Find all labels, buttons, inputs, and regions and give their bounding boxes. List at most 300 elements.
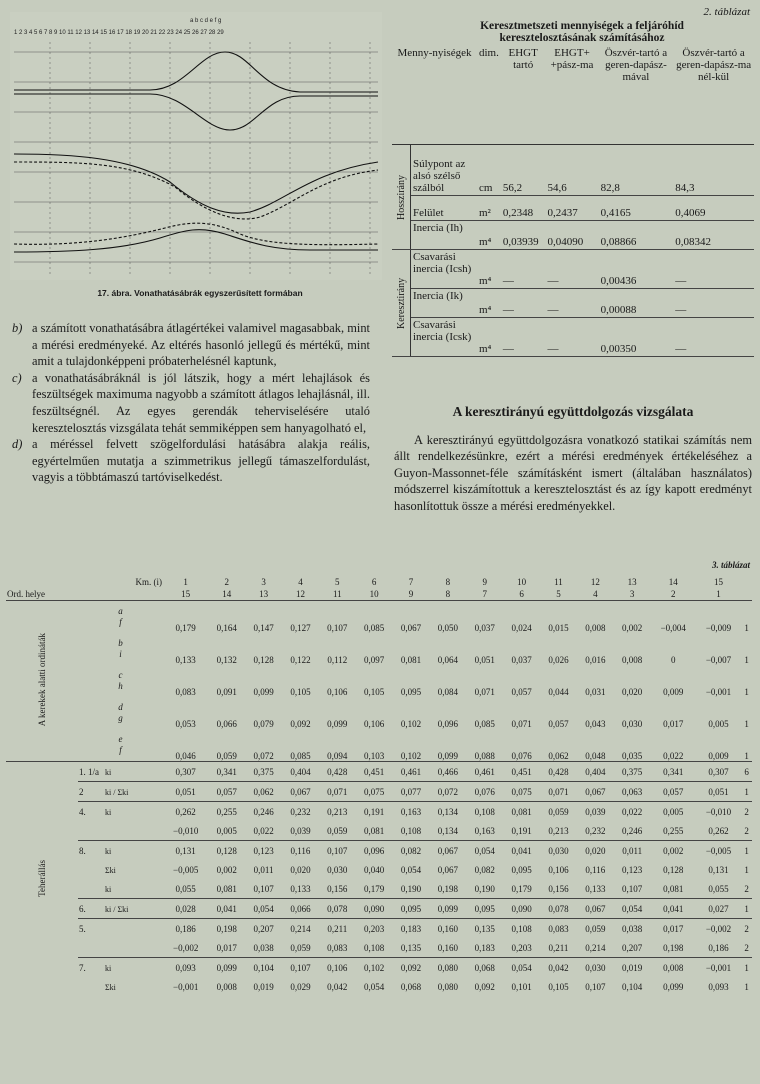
table3-cell: 0,029 xyxy=(290,981,311,992)
table2-cell: — xyxy=(501,318,546,357)
list-label: c) xyxy=(12,370,22,385)
table3-cell: 0,134 xyxy=(437,825,458,836)
table3-cell: 0,093 xyxy=(163,958,208,978)
table3-cell: 0,051 xyxy=(696,782,741,802)
table3-section-b-label: Teherállás xyxy=(37,859,47,897)
table3-cell: −0,004 xyxy=(651,601,696,634)
table2-cell: 56,2 xyxy=(501,145,546,196)
table3-index: 10 xyxy=(517,577,527,587)
table3-cell: 0,059 xyxy=(327,825,348,836)
table3-cell: −0,002 xyxy=(173,942,199,953)
table3-cell: 0,179 xyxy=(163,601,208,634)
table3-index: 7 xyxy=(408,577,414,587)
table3-cell: 0,099 xyxy=(663,981,684,992)
table3-label: 3. táblázat xyxy=(711,560,750,570)
table3-cell: 0,179 xyxy=(364,883,385,894)
table3-index: 9 xyxy=(482,577,487,587)
table3-cell: 0,066 xyxy=(282,899,319,919)
table3-cell: 0,108 xyxy=(400,825,422,836)
table3-cell: 0,091 xyxy=(216,687,237,697)
table-row xyxy=(6,729,752,762)
ord-letter-top: c xyxy=(118,670,123,680)
table3-cell: 0,102 xyxy=(400,751,422,761)
table3-cell: 0,107 xyxy=(622,883,643,894)
table3-load-label xyxy=(78,879,163,899)
table2-cell: 0,03939 xyxy=(501,221,546,250)
table3-cell: 0,106 xyxy=(327,687,348,697)
table3-cell: 0,160 xyxy=(437,942,458,953)
table3-cell: 0,190 xyxy=(400,883,422,894)
table3-cell: 0,083 xyxy=(327,942,348,953)
table3-index: 3 xyxy=(629,589,635,599)
list-item xyxy=(12,370,370,436)
table2-cell: cm xyxy=(477,145,501,196)
table3-cell: 0,020 xyxy=(622,687,643,697)
table3-cell: 0,062 xyxy=(245,782,282,802)
table3-cell: 0,051 xyxy=(474,655,495,665)
table2-cell: 0,2348 xyxy=(501,196,546,221)
table3-cell: 0,094 xyxy=(327,751,348,761)
table3-cell: 0,133 xyxy=(175,655,196,665)
load-position: 7. xyxy=(79,962,86,973)
table3-cell: 0,128 xyxy=(253,655,274,665)
table3-index: 15 xyxy=(714,577,723,587)
table3-cell: 0,123 xyxy=(245,841,282,861)
table3-cell: 0,054 xyxy=(466,841,503,861)
table3-cell: 0,057 xyxy=(511,687,532,697)
table2-cell: — xyxy=(673,289,754,318)
table3-cell: 0,105 xyxy=(548,981,569,992)
ord-letter-top: b xyxy=(118,638,123,648)
table3-cell: 0,054 xyxy=(400,864,422,875)
table3-index: 11 xyxy=(554,577,563,587)
table3-cell: −0,009 xyxy=(696,601,741,634)
table3-cell: 0,071 xyxy=(474,687,495,697)
table3-cell: 0,005 xyxy=(216,825,237,836)
table3-index: 14 xyxy=(222,589,232,599)
table3-cell: −0,001 xyxy=(173,981,199,992)
table3-index: 6 xyxy=(371,577,377,587)
table3-cell: −0,001 xyxy=(696,958,741,978)
table3-cell: 0,341 xyxy=(208,762,245,782)
table3-cell: 0,020 xyxy=(577,841,614,861)
table3-cell: 0,009 xyxy=(708,751,729,761)
table3-cell: 0,307 xyxy=(163,762,208,782)
table-row xyxy=(6,633,752,665)
table3-cell: 0,099 xyxy=(253,687,274,697)
table3-cell: 0,051 xyxy=(163,782,208,802)
table3-cell: 0,020 xyxy=(290,864,311,875)
table3-cell: 0,035 xyxy=(622,751,643,761)
table3-cell: 0,050 xyxy=(429,601,466,634)
table3-cell: 0,232 xyxy=(585,825,606,836)
ord-letter-bottom: f xyxy=(119,617,122,627)
table3-cell: 0,008 xyxy=(622,655,643,665)
table3-index: 4 xyxy=(593,589,598,599)
table2-row-name: Súlypont az alsó szélső szálból xyxy=(411,145,478,196)
table3-cell: 0,307 xyxy=(696,762,741,782)
table3-cell: 0,064 xyxy=(437,655,458,665)
table3-cell: 0,081 xyxy=(216,883,237,894)
table2-cell: 0,00088 xyxy=(599,289,674,318)
table3-cell: 0,107 xyxy=(282,958,319,978)
table3-load-label xyxy=(78,762,163,782)
table3-cell: 0,067 xyxy=(577,899,614,919)
table3-cell: 0,133 xyxy=(585,883,606,894)
table3-ord-letter xyxy=(78,633,163,665)
table-row xyxy=(6,601,752,634)
table2-row-name: Felület xyxy=(411,196,478,221)
table3-cell: 0,147 xyxy=(245,601,282,634)
table3-cell: 0,082 xyxy=(474,864,495,875)
table3-cell: 0,246 xyxy=(245,802,282,822)
list-label: d) xyxy=(12,437,23,452)
table3-cell: 0,008 xyxy=(651,958,696,978)
table3-index: 1 xyxy=(716,589,721,599)
table3-load-label xyxy=(78,958,163,978)
table3-cell: 0,067 xyxy=(577,782,614,802)
table3-cell: 0,092 xyxy=(474,981,495,992)
table3-load-label xyxy=(78,938,163,958)
table3-cell: 0,106 xyxy=(364,719,385,729)
table2-group: Keresztirány xyxy=(392,250,411,357)
table3-index: 10 xyxy=(369,589,379,599)
table3-cell: 0,104 xyxy=(245,958,282,978)
table3-cell: 0,156 xyxy=(327,883,348,894)
table-row xyxy=(6,762,752,782)
table3-cell: 0,039 xyxy=(290,825,311,836)
table3-cell: 0,108 xyxy=(503,919,540,939)
table3-cell: 0,059 xyxy=(577,919,614,939)
table3-cell: −0,002 xyxy=(696,919,741,939)
table3-cell: 0,105 xyxy=(364,687,385,697)
table3-cell: 0,451 xyxy=(356,762,393,782)
table3-spacer xyxy=(6,576,78,588)
table2-cell: — xyxy=(501,250,546,289)
table3-cell: 0,107 xyxy=(319,841,356,861)
table2-cell: — xyxy=(673,250,754,289)
table3-cell: 0,081 xyxy=(503,802,540,822)
table3-cell: 0,097 xyxy=(364,655,385,665)
figure-caption: 17. ábra. Vonathatásábrák egyszerűsített formában xyxy=(97,288,303,298)
table3-end: 2 xyxy=(744,883,749,894)
table3-cell: 0,211 xyxy=(548,942,569,953)
table3-ord-letter xyxy=(78,601,163,634)
table3-cell: 0,017 xyxy=(663,719,684,729)
table3-cell: 0,099 xyxy=(437,751,458,761)
table3-cell: 0,102 xyxy=(356,958,393,978)
table-row xyxy=(6,821,752,841)
load-quantity: ki xyxy=(105,807,112,817)
ord-letter-top: a xyxy=(118,606,123,616)
table3-spacer xyxy=(78,588,163,601)
table3-cell: 0,075 xyxy=(356,782,393,802)
load-quantity: ki xyxy=(105,767,112,777)
table3-index: 4 xyxy=(298,577,303,587)
table3-cell: 0,019 xyxy=(614,958,651,978)
table3-cell: 0,059 xyxy=(216,751,237,761)
load-position: 6. xyxy=(79,903,86,914)
table3-spacer xyxy=(741,588,752,601)
table3-cell: 0,042 xyxy=(540,958,577,978)
table3-cell: 0,133 xyxy=(290,883,311,894)
table2-row-name: Inercia (Ik) xyxy=(411,289,478,318)
table3-index: 2 xyxy=(670,589,676,599)
table3-end: 6 xyxy=(741,762,752,782)
table3-end: 1 xyxy=(741,601,752,634)
table3-cell: 0,002 xyxy=(651,841,696,861)
table3-cell: 0,262 xyxy=(163,802,208,822)
table3-cell: 0,106 xyxy=(548,864,569,875)
table3-index: 12 xyxy=(295,589,305,599)
table3-cell: 0,048 xyxy=(585,751,606,761)
table2-cell: 84,3 xyxy=(673,145,754,196)
table2-header: dim. xyxy=(477,46,501,145)
table3-cell: 0,179 xyxy=(511,883,532,894)
table3-cell: 0,083 xyxy=(540,919,577,939)
table2-cell: m⁴ xyxy=(477,221,501,250)
table3-km-label: Km. (i) xyxy=(135,577,163,587)
ord-letter-bottom: h xyxy=(118,681,123,691)
table3-cell: 0,099 xyxy=(327,719,348,729)
table3-cell: 0,211 xyxy=(319,919,356,939)
table3-cell: 0,076 xyxy=(466,782,503,802)
table3-cell: −0,005 xyxy=(696,841,741,861)
table3-cell: −0,001 xyxy=(705,687,732,697)
table3-cell: 0,072 xyxy=(253,751,274,761)
table3-cell: 0,057 xyxy=(208,782,245,802)
table2-title-line2: keresztelosztásának számításához xyxy=(499,32,665,44)
table3-cell: 0,112 xyxy=(327,655,348,665)
table3-cell: 0,122 xyxy=(290,655,311,665)
table2-cell: 0,00436 xyxy=(599,250,674,289)
table3-cell: 0,160 xyxy=(429,919,466,939)
table3-cell: 0,246 xyxy=(622,825,643,836)
table3-cell: 0,461 xyxy=(466,762,503,782)
table3-end: 1 xyxy=(744,687,749,697)
table2-title xyxy=(412,20,752,44)
table3-index: 3 xyxy=(261,577,266,587)
table3-cell: −0,010 xyxy=(696,802,741,822)
table3-index: 8 xyxy=(445,577,451,587)
ord-letter-top: d xyxy=(118,702,123,712)
table-row xyxy=(6,958,752,978)
table3-cell: 0,057 xyxy=(548,719,569,729)
table3-cell: 0,191 xyxy=(356,802,393,822)
table3-cell: 0,404 xyxy=(577,762,614,782)
table2-cell: 0,08866 xyxy=(599,221,674,250)
load-quantity: ki / Σki xyxy=(105,787,129,797)
table3-cell: 0,041 xyxy=(651,899,696,919)
table3-cell: 0,055 xyxy=(708,883,729,894)
table3-cell: 0,186 xyxy=(163,919,208,939)
load-quantity: ki xyxy=(105,884,112,894)
table3-cell: 0,123 xyxy=(622,864,643,875)
table3-end: 1 xyxy=(744,751,749,761)
table3-cell: 0,053 xyxy=(175,719,196,729)
table3-cell: 0,203 xyxy=(511,942,532,953)
table3-cell: 0,127 xyxy=(282,601,319,634)
table3-end: 1 xyxy=(741,782,752,802)
table-row xyxy=(6,919,752,939)
table3-cell: 0,135 xyxy=(400,942,422,953)
table3-cell: 0,095 xyxy=(393,899,430,919)
table3-end: 1 xyxy=(744,655,749,665)
table3-cell: 0,019 xyxy=(253,981,274,992)
table2-row-name: Csavarási inercia (Icsk) xyxy=(411,318,478,357)
table3-cell: 0,039 xyxy=(577,802,614,822)
table2-cell: — xyxy=(545,289,598,318)
table3-cell: −0,010 xyxy=(173,825,199,836)
table3-cell: 0,084 xyxy=(437,687,458,697)
table3-cell: 0,092 xyxy=(290,719,311,729)
table2-cell: m⁴ xyxy=(477,289,501,318)
table3-cell: 0,255 xyxy=(208,802,245,822)
table2-title-line1: Keresztmetszeti mennyiségek a feljáróhíd xyxy=(480,20,684,32)
table3-end: 2 xyxy=(741,919,752,939)
table3-ord-label: Ord. helye xyxy=(7,589,45,599)
table3-cell: 0,375 xyxy=(245,762,282,782)
table-row xyxy=(6,665,752,697)
table3-cell: 0,005 xyxy=(708,719,729,729)
table3-cell: 0,132 xyxy=(216,655,237,665)
table3-cell: 0,081 xyxy=(663,883,684,894)
table3-cell: 0,404 xyxy=(282,762,319,782)
table3-section-a-label: A kerekek alatti ordináták xyxy=(37,633,47,727)
table2-cell: — xyxy=(545,318,598,357)
table3-index: 6 xyxy=(519,589,524,599)
table3-cell: 0,072 xyxy=(429,782,466,802)
table3-cell: 0,232 xyxy=(282,802,319,822)
table2-header: EHGT tartó xyxy=(501,46,546,145)
table3-cell: 0,080 xyxy=(437,981,458,992)
table-row xyxy=(6,879,752,899)
table3-index: 14 xyxy=(668,577,678,587)
table3-cell: 0,375 xyxy=(614,762,651,782)
table3-cell: 0,071 xyxy=(540,782,577,802)
table3-cell: 0,135 xyxy=(466,919,503,939)
table3-cell: 0,107 xyxy=(319,601,356,634)
table3-cell: 0,041 xyxy=(208,899,245,919)
table3-cell: 0,428 xyxy=(319,762,356,782)
table3-cell: 0,198 xyxy=(437,883,458,894)
table2-cell: 0,4165 xyxy=(599,196,674,221)
table3-cell: 0,183 xyxy=(393,919,430,939)
table3-cell: −0,005 xyxy=(173,864,199,875)
table3-cell: 0,090 xyxy=(503,899,540,919)
table3-cell: 0,105 xyxy=(290,687,311,697)
table3-index: 15 xyxy=(181,589,191,599)
table3-cell: 0,041 xyxy=(503,841,540,861)
table3-cell: 0,031 xyxy=(585,687,606,697)
table3-cell: 0,080 xyxy=(429,958,466,978)
table3-cell: 0,095 xyxy=(511,864,532,875)
table3-index: 8 xyxy=(445,589,451,599)
table3-cell: 0,022 xyxy=(614,802,651,822)
list-text: a számított vonathatásábra átlagértékei valamivel magasabbak, mint a mérési eredményeké. Az eltérés hasonló jellegű és mértékű, mint amit a tulajdonképpeni próbaterhelésnél kaptunk, xyxy=(32,321,370,369)
list-label: b) xyxy=(12,321,23,335)
table3-cell: 0,198 xyxy=(208,919,245,939)
table3-cell: 0,262 xyxy=(708,825,729,836)
table2-label: 2. táblázat xyxy=(703,6,750,18)
table3-load-label xyxy=(78,821,163,841)
ord-letter-bottom: g xyxy=(118,713,123,723)
table3-cell: 0,088 xyxy=(474,751,495,761)
influence-line-figure xyxy=(10,12,382,280)
table3-index: 12 xyxy=(590,577,600,587)
table2-header: Menny-nyiségek xyxy=(392,46,477,145)
table3-end: 2 xyxy=(741,802,752,822)
table2-row-name: Csavarási inercia (Icsh) xyxy=(411,250,478,289)
left-list xyxy=(12,320,370,486)
table-row xyxy=(6,697,752,729)
table3-cell: 0,030 xyxy=(622,719,643,729)
table3-cell: 0,131 xyxy=(708,864,729,875)
load-quantity: ki xyxy=(105,963,112,973)
table3-cell: 0,002 xyxy=(614,601,651,634)
table2-cell: 0,08342 xyxy=(673,221,754,250)
table3-cell: 0,207 xyxy=(622,942,643,953)
table3-index: 11 xyxy=(332,589,342,599)
table3-cell: 0,063 xyxy=(614,782,651,802)
table2-cell: — xyxy=(545,250,598,289)
table3-cell: 0,066 xyxy=(216,719,237,729)
table3-cell: 0,081 xyxy=(400,655,422,665)
table3-cell: 0,116 xyxy=(282,841,319,861)
table3-ord-letter xyxy=(78,697,163,729)
table3-end: 2 xyxy=(744,942,749,953)
svg-text:1 2 3 4 5 6 7 8 9 10 11 12 13: 1 2 3 4 5 6 7 8 9 10 11 12 13 14 15 16 17 18 19 20 21 22 23 24 25 26 27 28 29 xyxy=(14,30,224,36)
table2-cell: m⁴ xyxy=(477,250,501,289)
table3-cell: 0,092 xyxy=(393,958,430,978)
table3-cell: 0,107 xyxy=(585,981,606,992)
table3-cell: 0,104 xyxy=(622,981,643,992)
load-position: 1. 1/a xyxy=(79,766,99,777)
table3-cell: 0,068 xyxy=(400,981,422,992)
table3-cell: 0,213 xyxy=(548,825,569,836)
table3-cell: 0,015 xyxy=(540,601,577,634)
table3-cell: 0,011 xyxy=(614,841,651,861)
table2-cell: — xyxy=(501,289,546,318)
table3-cell: 0,024 xyxy=(503,601,540,634)
table3-cell: 0,057 xyxy=(651,782,696,802)
table3-cell: 0,214 xyxy=(585,942,606,953)
table3-load-label xyxy=(78,841,163,861)
table3-cell: 0,054 xyxy=(614,899,651,919)
list-item xyxy=(12,320,370,370)
table3-cell: 0,085 xyxy=(356,601,393,634)
table3-cell: 0,044 xyxy=(548,687,569,697)
table3-cell: 0,022 xyxy=(663,751,684,761)
table3-cell: 0,128 xyxy=(208,841,245,861)
table3-cell: 0,017 xyxy=(651,919,696,939)
table3-index: 1 xyxy=(183,577,188,587)
table3-index: 2 xyxy=(224,577,229,587)
table2-cell: 54,6 xyxy=(545,145,598,196)
table3-cell: 0,191 xyxy=(511,825,532,836)
table3-cell: 0,067 xyxy=(282,782,319,802)
table3-cell: 0,038 xyxy=(614,919,651,939)
table3-cell: 0,046 xyxy=(175,751,196,761)
table3-cell: 0,008 xyxy=(577,601,614,634)
table3-cell: 0,078 xyxy=(319,899,356,919)
table3-cell: 0,082 xyxy=(393,841,430,861)
table3-cell: 0,186 xyxy=(708,942,729,953)
table3-cell: 0,037 xyxy=(466,601,503,634)
table3-cell: 0,207 xyxy=(245,919,282,939)
ord-letter-top: e xyxy=(118,734,123,744)
table3-cell: 0,095 xyxy=(466,899,503,919)
